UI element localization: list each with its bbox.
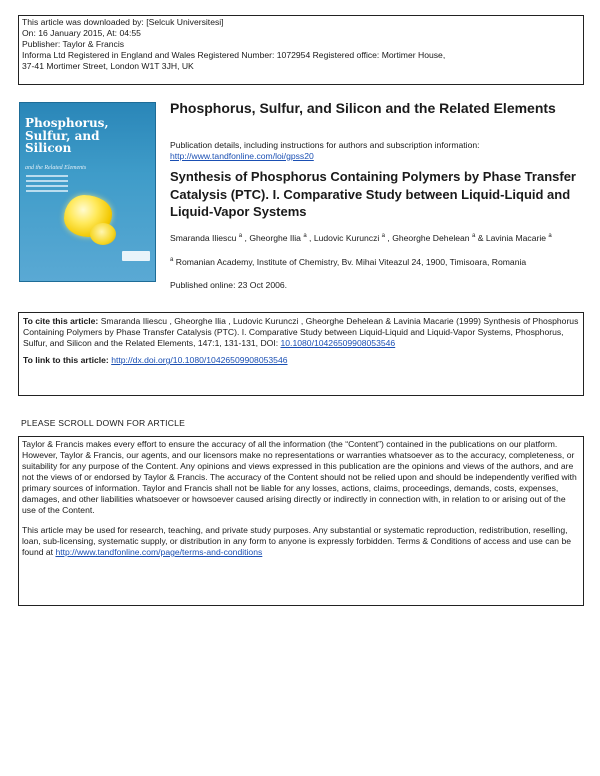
author-name: Ludovic Kurunczi	[313, 232, 380, 243]
article-title: Synthesis of Phosphorus Containing Polymers by Phase Transfer Catalysis (PTC). I. Comparative Study between Liquid-Liquid and Liquid-Vapor Systems	[170, 169, 576, 219]
author-name: Gheorghe Ilia	[249, 232, 301, 243]
scroll-notice: PLEASE SCROLL DOWN FOR ARTICLE	[21, 418, 186, 428]
journal-title: Phosphorus, Sulfur, and Silicon and the Related Elements	[170, 100, 556, 116]
journal-cover-image	[19, 102, 156, 282]
download-line: On: 16 January 2015, At: 04:55	[22, 28, 141, 38]
terms-link[interactable]: http://www.tandfonline.com/page/terms-and-conditions	[55, 547, 263, 557]
publication-details-text: Publication details, including instructions for authors and subscription information:	[170, 140, 480, 150]
usage-paragraph: This article may be used for research, teaching, and private study purposes. Any substantial or systematic reproduction, redistribution, reselling, loan, sub-licensing, systematic supply, or distribution in any form to anyone is expressly forbidden. Terms & Conditions of access and use can be found at http://www.tandfonline.com/page/terms-and-conditions	[22, 525, 572, 557]
cover-text-lines	[26, 175, 68, 195]
disclaimer-paragraph: Taylor & Francis makes every effort to ensure the accuracy of all the information (the “Content”) contained in the publications on our platform. However, Taylor & Francis, our agents, and our licensors make no representations or warranties whatsoever as to the accuracy, completeness, or suitability for any purpose of the Content. Any opinions and views expressed in this publication are the opinions and views of the authors, and are not the views of or endorsed by Taylor & Francis. The accuracy of the Content should not be relied upon and should be independently verified with primary sources of information. Taylor and Francis shall not be liable for any losses, actions, claims, proceedings, demands, costs, expenses, damages, and other liabilities whatsoever or howsoever caused arising directly or indirectly in connection with, in relation to or arising out of the use of the Content.	[22, 439, 577, 515]
published-date: Published online: 23 Oct 2006.	[170, 280, 288, 290]
citation-label: To cite this article:	[23, 316, 99, 326]
download-line: Informa Ltd Registered in England and Wales Registered Number: 1072954 Registered office: Mortimer House,	[22, 50, 446, 60]
download-line: 37-41 Mortimer Street, London W1T 3JH, UK	[22, 61, 194, 71]
download-line: This article was downloaded by: [Selcuk Universitesi]	[22, 17, 224, 27]
cover-title: Phosphorus, Sulfur, and Silicon	[25, 116, 109, 155]
article-url-link[interactable]: http://dx.doi.org/10.1080/10426509908053546	[111, 355, 288, 365]
citation-box	[18, 312, 584, 396]
publication-details	[170, 140, 480, 162]
disclaimer-box	[18, 436, 584, 606]
link-label: To link to this article:	[23, 355, 109, 365]
author-name: Gheorghe Dehelean	[392, 232, 470, 243]
download-info-box	[18, 15, 584, 85]
author-list: Smaranda Iliescu $^a$ , Gheorghe Ilia $^a$ , Ludovic Kurunczi $^a$ , Gheorghe Dehelean $^a$ & Lavinia Macarie $^a$	[170, 232, 552, 243]
download-line: Publisher: Taylor & Francis	[22, 39, 125, 49]
author-name: Smaranda Iliescu	[170, 232, 237, 243]
author-name: Lavinia Macarie	[485, 232, 547, 243]
journal-link[interactable]: http://www.tandfonline.com/loi/gpss20	[170, 151, 314, 161]
publisher-logo-icon	[122, 251, 150, 261]
crystal-icon	[90, 223, 116, 245]
doi-link[interactable]: 10.1080/10426509908053546	[280, 338, 396, 348]
affiliation: $^a$ Romanian Academy, Institute of Chemistry, Bv. Mihai Viteazul 24, 1900, Timisoara, Romania	[170, 256, 527, 267]
article-link-line	[23, 355, 579, 366]
cover-subtitle: and the Related Elements	[25, 165, 87, 171]
citation-text: To cite this article: Smaranda Iliescu , Gheorghe Ilia , Ludovic Kurunczi , Gheorghe Dehelean & Lavinia Macarie (1999) Synthesis of Phosphorus Containing Polymers by Phase Transfer Catalysis (PTC). I. Comparative Study between Liquid-Liquid and Liquid-Vapor Systems, Phosphorus, Sulfur, and Silicon and the Related Elements, 147:1, 131-131, DOI: 10.1080/10426509908053546	[23, 316, 579, 348]
